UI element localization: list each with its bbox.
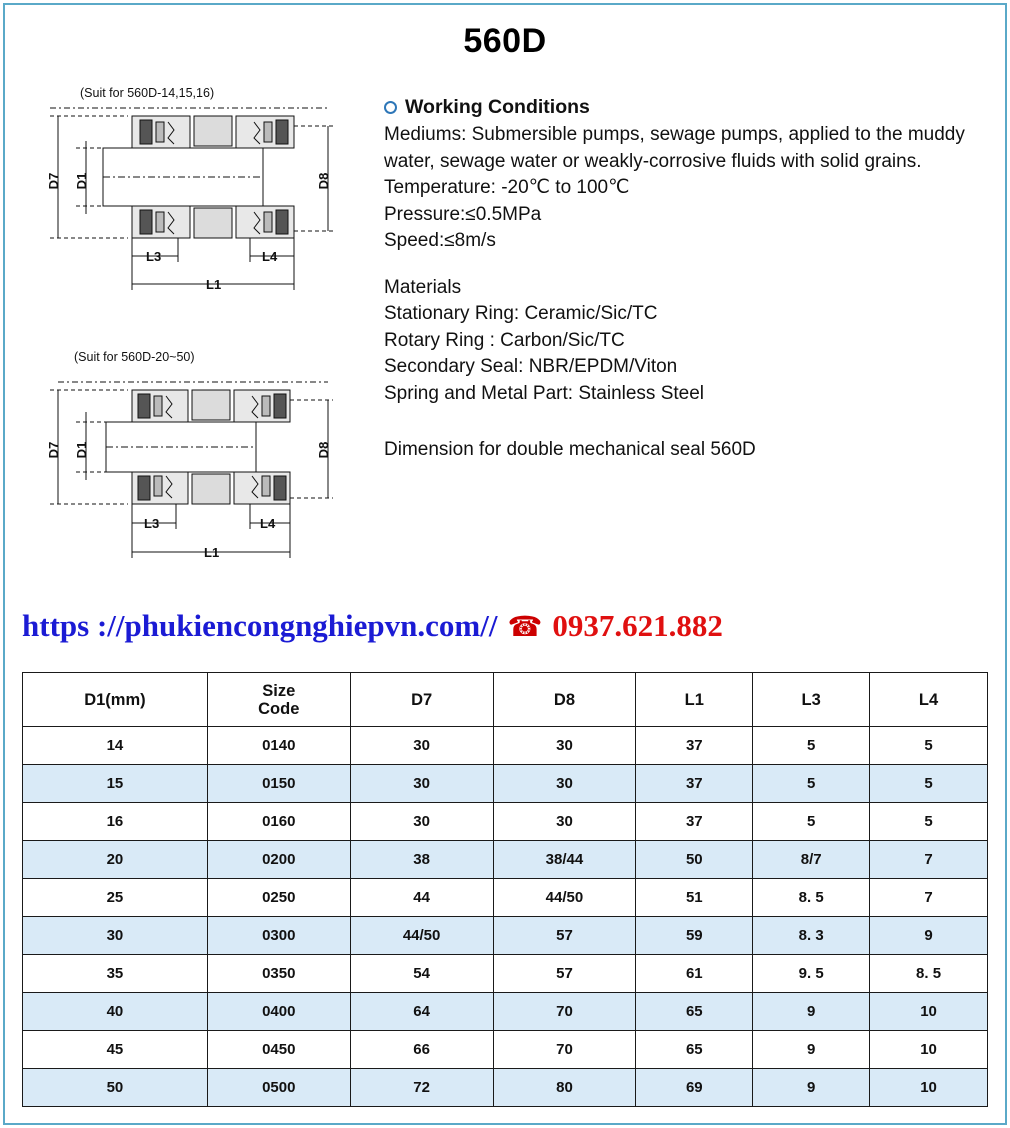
table-cell: 50: [23, 1069, 208, 1107]
table-cell: 0500: [207, 1069, 350, 1107]
table-cell: 57: [493, 917, 636, 955]
table-cell: 0150: [207, 765, 350, 803]
dim-label-d1: D1: [74, 441, 89, 459]
table-cell: 25: [23, 879, 208, 917]
table-cell: 5: [753, 803, 870, 841]
table-cell: 0200: [207, 841, 350, 879]
spec-pressure: Pressure:≤0.5MPa: [384, 203, 542, 225]
dim-label-d7: D7: [46, 172, 61, 190]
th-size-code-line1: Size: [262, 681, 296, 700]
table-row: [23, 879, 988, 917]
table-row: [23, 803, 988, 841]
spec-spring-metal-part: Spring and Metal Part: Stainless Steel: [384, 382, 705, 404]
th-d8: D8: [493, 673, 636, 727]
table-cell: 8. 5: [870, 955, 988, 993]
phone-number[interactable]: 0937.621.882: [552, 608, 723, 643]
table-row: [23, 955, 988, 993]
table-cell: 44/50: [350, 917, 493, 955]
table-cell: 35: [23, 955, 208, 993]
dim-label-l4: L4: [262, 249, 278, 264]
dim-label-d1: D1: [74, 172, 89, 190]
th-size-code-line2: Code: [258, 699, 300, 718]
table-cell: 30: [23, 917, 208, 955]
dim-label-l1: L1: [204, 545, 220, 560]
table-cell: 59: [636, 917, 753, 955]
diagram-2-svg: [28, 340, 358, 585]
dim-label-l3: L3: [146, 249, 162, 264]
working-conditions-label: Working Conditions: [405, 96, 590, 118]
table-cell: 66: [350, 1031, 493, 1069]
table-cell: 9: [870, 917, 988, 955]
table-cell: 8. 3: [753, 917, 870, 955]
spec-stationary-ring: Stationary Ring: Ceramic/Sic/TC: [384, 303, 658, 324]
specifications-panel: [384, 96, 984, 464]
table-cell: 45: [23, 1031, 208, 1069]
table-cell: 10: [870, 993, 988, 1031]
table-cell: 57: [493, 955, 636, 993]
table-cell: 38: [350, 841, 493, 879]
table-cell: 10: [870, 1031, 988, 1069]
working-conditions-heading: [384, 96, 984, 119]
table-cell: 61: [636, 955, 753, 993]
dimension-table: [22, 672, 988, 1107]
spec-mediums: Mediums: Submersible pumps, sewage pumps, applied to the muddy water, sewage water or weakly-corrosive fluids with solid grains.: [384, 124, 965, 172]
table-cell: 40: [23, 993, 208, 1031]
table-cell: 5: [753, 727, 870, 765]
table-cell: 7: [870, 879, 988, 917]
table-row: [23, 1069, 988, 1107]
table-cell: 0300: [207, 917, 350, 955]
spec-temperature: Temperature: -20℃ to 100℃: [384, 177, 630, 198]
dim-label-d8: D8: [316, 172, 331, 190]
table-cell: 0160: [207, 803, 350, 841]
table-cell: 72: [350, 1069, 493, 1107]
th-l1: L1: [636, 673, 753, 727]
table-cell: 14: [23, 727, 208, 765]
table-row: [23, 1031, 988, 1069]
spec-secondary-seal: Secondary Seal: NBR/EPDM/Viton: [384, 356, 678, 377]
diagram-1-svg: [28, 86, 358, 316]
table-cell: 50: [636, 841, 753, 879]
table-cell: 16: [23, 803, 208, 841]
dim-label-d7: D7: [46, 441, 61, 459]
dimension-note: Dimension for double mechanical seal 560D: [384, 439, 756, 460]
table-cell: 5: [753, 765, 870, 803]
table-cell: 5: [870, 765, 988, 803]
table-row: [23, 993, 988, 1031]
table-cell: 30: [350, 803, 493, 841]
th-l4: L4: [870, 673, 988, 727]
table-cell: 80: [493, 1069, 636, 1107]
table-cell: 9. 5: [753, 955, 870, 993]
table-cell: 37: [636, 727, 753, 765]
table-cell: 0450: [207, 1031, 350, 1069]
table-cell: 0400: [207, 993, 350, 1031]
table-cell: 0140: [207, 727, 350, 765]
table-cell: 30: [493, 803, 636, 841]
table-cell: 65: [636, 1031, 753, 1069]
table-cell: 44: [350, 879, 493, 917]
table-cell: 70: [493, 993, 636, 1031]
contact-bar: [22, 604, 992, 648]
dim-label-l1: L1: [206, 277, 222, 292]
th-d1: D1(mm): [23, 673, 208, 727]
dim-label-l4: L4: [260, 516, 276, 531]
table-cell: 64: [350, 993, 493, 1031]
th-l3: L3: [753, 673, 870, 727]
diagram-2-caption: (Suit for 560D-20~50): [74, 350, 195, 364]
table-row: [23, 917, 988, 955]
table-cell: 44/50: [493, 879, 636, 917]
table-cell: 8/7: [753, 841, 870, 879]
page-title: 560D: [463, 22, 547, 60]
table-cell: 30: [493, 727, 636, 765]
table-header-row: [23, 673, 988, 727]
table-cell: 9: [753, 1069, 870, 1107]
table-row: [23, 841, 988, 879]
dim-label-l3: L3: [144, 516, 160, 531]
telephone-icon: ☎: [507, 610, 543, 642]
ring-bullet-icon: [384, 101, 397, 114]
table-cell: 8. 5: [753, 879, 870, 917]
table-cell: 51: [636, 879, 753, 917]
th-size-code: [207, 673, 350, 727]
table-cell: 37: [636, 803, 753, 841]
table-cell: 54: [350, 955, 493, 993]
dim-label-d8: D8: [316, 441, 331, 459]
th-d7: D7: [350, 673, 493, 727]
table-cell: 10: [870, 1069, 988, 1107]
seal-drawing-small: [28, 86, 358, 316]
website-url-link[interactable]: https ://phukiencongnghiepvn.com//: [22, 608, 498, 643]
table-row: [23, 765, 988, 803]
table-cell: 5: [870, 727, 988, 765]
table-cell: 15: [23, 765, 208, 803]
table-cell: 20: [23, 841, 208, 879]
spec-rotary-ring: Rotary Ring : Carbon/Sic/TC: [384, 329, 625, 351]
seal-drawing-large: [28, 340, 358, 585]
table-cell: 30: [493, 765, 636, 803]
table-cell: 65: [636, 993, 753, 1031]
table-cell: 9: [753, 1031, 870, 1069]
materials-heading: Materials: [384, 276, 462, 298]
table-cell: 0350: [207, 955, 350, 993]
table-cell: 9: [753, 993, 870, 1031]
diagram-1-caption: (Suit for 560D-14,15,16): [80, 86, 215, 100]
table-cell: 0250: [207, 879, 350, 917]
spec-speed: Speed:≤8m/s: [384, 230, 496, 251]
table-cell: 5: [870, 803, 988, 841]
table-cell: 70: [493, 1031, 636, 1069]
table-row: [23, 727, 988, 765]
table-cell: 69: [636, 1069, 753, 1107]
table-cell: 38/44: [493, 841, 636, 879]
table-cell: 37: [636, 765, 753, 803]
table-cell: 30: [350, 765, 493, 803]
table-cell: 7: [870, 841, 988, 879]
table-cell: 30: [350, 727, 493, 765]
